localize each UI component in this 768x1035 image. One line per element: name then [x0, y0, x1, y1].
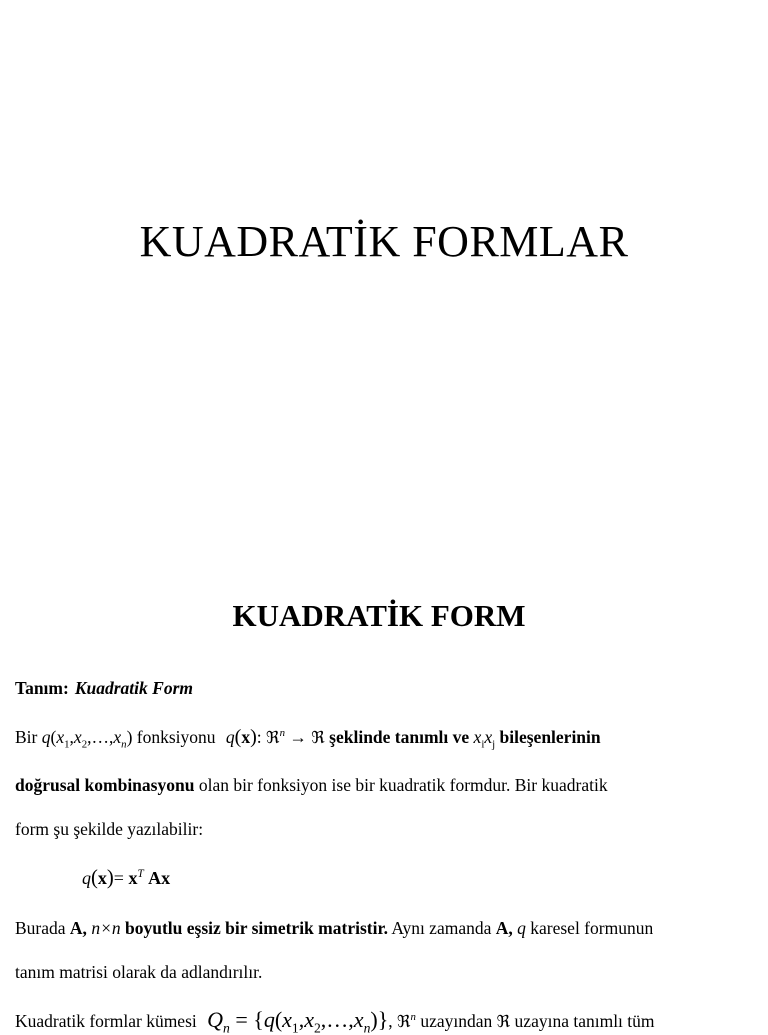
text-fonksiyonu: fonksiyonu: [136, 727, 216, 747]
text-form: form şu şekilde yazılabilir:: [15, 819, 204, 839]
text-seklinde: şeklinde tanımlı ve: [329, 727, 470, 747]
text-karesel: karesel formunun: [530, 918, 654, 938]
paragraph1-line1: [15, 725, 601, 750]
text-ayni: Aynı zamanda: [391, 918, 492, 938]
text-burada: Burada: [15, 918, 66, 938]
quadratic-form-formula: $q(x)= x^T$ Ax: [82, 867, 171, 889]
math-R: ℜ: [496, 1012, 511, 1031]
math-mapping: q(x): ℜ$^n$ → ℜ: [225, 726, 325, 748]
text-line2-rest: olan bir fonksiyon ise bir kuadratik formdur. Bir kuadratik: [198, 775, 608, 795]
text-uzayina: uzayına tanımlı tüm: [514, 1011, 655, 1031]
text-dogrusal: doğrusal kombinasyonu: [15, 775, 195, 795]
math-q-args: $q(x_1,x_2,\dots,x_n)$: [41, 727, 133, 751]
paragraph1-line2: [15, 773, 608, 797]
definition-term: Kuadratik Form: [74, 678, 193, 698]
definition-heading: [15, 676, 193, 700]
formula-superscript: T: [137, 868, 144, 880]
text-uzayindan: uzayından: [420, 1011, 493, 1031]
math-set-Q: $Q_n$ = $\{q(x_1,x_2,\dots,x_n)\}$: [207, 1007, 389, 1035]
text-nxn: n×n: [91, 918, 121, 938]
definition-label: Tanım:: [15, 678, 69, 698]
text-A1: A,: [69, 918, 87, 938]
section-title: KUADRATİK FORM: [232, 598, 526, 633]
text-A2: A,: [495, 918, 513, 938]
document-title: KUADRATİK FORMLAR: [139, 217, 629, 266]
text-bir: Bir: [15, 727, 38, 747]
text-bilesenlerinin: bileşenlerinin: [499, 727, 601, 747]
paragraph2-line1: [15, 916, 653, 940]
paragraph2-line3: Kuadratik formlar kümesi $Q_n$ = $\{q(x_1,x_2,\dots,x_n)\}$, ℜ$^n$ uzayından ℜ uzayına tanımlı tüm: [15, 1007, 655, 1035]
math-xixj: $x_ix_j$: [473, 727, 496, 751]
paragraph1-line3: [15, 817, 203, 841]
text-kuadratik-kumesi: Kuadratik formlar kümesi: [15, 1011, 197, 1031]
math-Rn: ℜ$^n$: [397, 1011, 416, 1031]
paragraph2-line2: tanım matrisi olarak da adlandırılır.: [15, 962, 263, 982]
text-q: q: [517, 918, 526, 938]
text-boyutlu: boyutlu eşsiz bir simetrik matristir.: [125, 918, 388, 938]
